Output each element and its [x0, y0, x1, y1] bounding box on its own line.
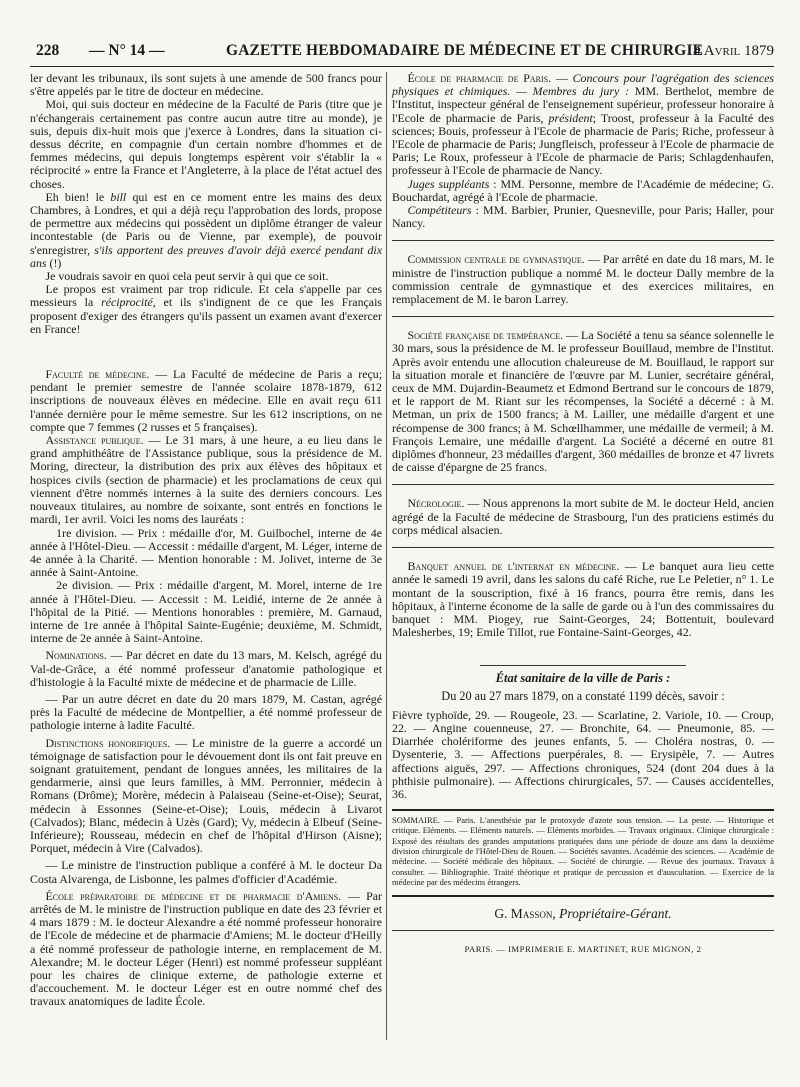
section-heading: École préparatoire de médecine et de pharmacie d'Amiens. [45, 888, 342, 903]
paragraph: 1re division. — Prix : médaille d'or, M. Guilbochel, interne de 4e année à l'Hôtel-Dieu. — Accessit : médaille d'argent, M. Léger, interne de 4e année à la Charité. — Mention honorable : M. Jolivet, interne de 3e année à Saint-Antoine. [30, 525, 382, 580]
article-distinctions: Distinctions honorifiques. — Le ministre de la guerre a accordé un témoignage de satisfaction pour le dévouement dont ils ont fait preuve en soignant gratuitement, pendant de longues années, les militaires de la gendarmerie, ainsi que leurs familles, à MM. Perronnier, médecin à Romans (Drôme); Morère, médecin à Palaiseau (Seine-et-Oise); Seurat, médecin à Essonnes (Seine-et-Oise); Louis, médecin à Livarot (Calvados); Blanc, médecin à Uzès (Gard); Vy, médecin à Elbeuf (Seine-Inférieure); Rousseau, médecin en chef de l'hôpital d'Hirson (Aisne); Porquet, médecin à Vire (Calvados). [30, 735, 382, 856]
article-assistance: Assistance publique. — Le 31 mars, à une heure, a eu lieu dans le grand amphithéâtre de l'Assistance publique, sous la présidence de M. Moring, directeur, la distribution des prix aux élèves des hôpitaux et hospices civils (section de pharmacie) et les proclamations de ceux qui viennent d'être nommés internes à la suite des derniers concours. Les nouveaux titulaires, au nombre de soixante, sont entrés en fonctions le mardi, 1er avril. Voici les noms des lauréats : [30, 433, 382, 527]
section-heading: Banquet annuel de l'internat en médecine. [407, 559, 620, 574]
divider [392, 484, 774, 485]
article-pharmacie: École de pharmacie de Paris. — Concours pour l'agrégation des sciences physiques et chimiques. — Membres du jury : MM. Berthelot, membre de l'Institut, inspecteur général de l'enseignement supérieur, professeur honoraire à l'Ecole de pharmacie de Paris, président; Troost, professeur à la Faculté des sciences; Bouis, professeur à l'Ecole de pharmacie de Paris; Riche, professeur à l'Ecole de pharmacie de Paris; Jungfleisch, professeur à l'Ecole de pharmacie de Paris; Le Roux, professeur à l'Ecole de pharmacie de Paris; Schlagdenhaufen, professeur à l'Ecole de pharmacie de Nancy. [392, 71, 774, 178]
sanitaire-stats: Fièvre typhoïde, 29. — Rougeole, 23. — Scarlatine, 2. Variole, 10. — Croup, 22. — Angine couenneuse, 27. — Bronchite, 64. — Pneumonie, 85. — Diarrhée cholériforme des jeunes enfants, 5. — Choléra nostras, 0. — Dysenterie, 3. — Affections puerpérales, 8. — Erysipèle, 7. — Autres affections aiguës, 297. — Affections chroniques, 524 (dont 204 dues à la phthisie pulmonaire). — Affections chirurgicales, 57. — Causes accidentelles, 36. [392, 707, 774, 801]
divider [392, 316, 774, 317]
paragraph: ler devant les tribunaux, ils sont sujets à une amende de 500 francs pour s'être appelés par le titre de docteur en médecine. [30, 71, 382, 99]
column-divider [386, 72, 387, 1040]
section-heading: Nécrologie. [407, 496, 465, 511]
printer-imprint: PARIS. — IMPRIMERIE E. MARTINET, RUE MIGNON, 2 [464, 944, 702, 955]
divider [480, 665, 686, 666]
right-column [392, 72, 774, 957]
paragraph: Je voudrais savoir en quoi cela peut servir à qui que ce soit. [45, 269, 329, 284]
article-banquet: Banquet annuel de l'internat en médecine. — Le banquet aura lieu cette année le samedi 19 avril, dans les salons du café Riche, rue Le Peletier, n° 1. Le montant de la souscription, fixé à 16 francs, pourra être remis, dans les hôpitaux, à l'interne économe de la salle de garde ou à l'un des commissaires du banquet : MM. Piogey, rue Saint-Georges, 24; Bottentuit, boulevard Malesherbes, 19; Emile Tillot, rue Fontaine-Saint-Georges, 42. [392, 559, 775, 640]
publisher-signature: G. Masson, Propriétaire-Gérant. [494, 906, 672, 922]
article-gymnastique: Commission centrale de gymnastique. — Par arrêté en date du 18 mars, M. le ministre de l'instruction publique a nommé M. le docteur Dally membre de la commission centrale de gymnastique et des exercices militaires, en remplacement de M. le baron Larrey. [392, 252, 774, 307]
left-column [30, 72, 382, 1009]
journal-title: GAZETTE HEBDOMADAIRE DE MÉDECINE ET DE CHIRURGIE [226, 42, 704, 59]
issue-date: 4 Avril 1879 [693, 43, 774, 59]
article-nominations: Nominations. — Par décret en date du 13 mars, M. Kelsch, agrégé du Val-de-Grâce, a été nommé professeur d'anatomie pathologique et d'histologie à la Faculté mixte de médecine et de pharmacie de Lille. [30, 648, 382, 689]
page-header [36, 38, 774, 64]
article-necrologie: Nécrologie. — Nous apprenons la mort subite de M. le docteur Held, ancien agrégé de la Faculté de médecine de Strasbourg, l'un des praticiens estimés du corps médical alsacien. [392, 496, 774, 537]
divider [392, 895, 774, 897]
paragraph: Moi, qui suis docteur en médecine de la Faculté de Paris (titre que je n'échangerais certainement pas contre aucun autre titre au monde), je suis, depuis dix-huit mois que j'exerce à Londres, dans la situation ci-dessus décrite, en compagnie d'un certain nombre d'hommes et de femmes médecins, qui depuis longtemps espèrent voir s'établir la « réciprocité » entre la France et l'Angleterre, à la place de l'état actuel des choses. [30, 97, 382, 191]
divider [392, 547, 774, 548]
paragraph: — Par un autre décret en date du 20 mars 1879, M. Castan, agrégé près la Faculté de médecine de Montpellier, a été nommé professeur de pathologie interne à ladite Faculté. [30, 691, 382, 733]
issue-number: — N° 14 — [89, 42, 165, 59]
header-rule [30, 66, 774, 67]
section-heading: Nominations. [45, 648, 107, 663]
article-temperance: Société française de tempérance. — La Société a tenu sa séance solennelle le 30 mars, sous la présidence de M. le professeur Bouillaud, membre de l'Institut. Après avoir entendu une allocution chaleureuse de M. Bouillaud, le rapport sur la situation morale et financière de l'œuvre par M. Lunier, secrétaire général, ceux de MM. Dujardin-Beaumetz et Edmond Bertrand sur le concours de 1879, et le rapport de M. Riant sur les récompenses, la Société a décerné : à M. Metman, un prix de 1500 francs; à M. Lailler, une médaille d'argent et une récompense de 300 francs; à M. Schœllhammer, une médaille de vermeil; à M. François Lemaire, une médaille d'argent. La Société a décerné en outre 81 diplômes d'honneur, 23 médailles d'argent, 360 médailles de bronze et 47 livrets de caisse d'épargne de 25 francs. [392, 328, 774, 475]
divider [392, 930, 774, 931]
divider [392, 240, 774, 241]
section-heading: Commission centrale de gymnastique. [407, 252, 585, 267]
paragraph: 2e division. — Prix : médaille d'argent, M. Morel, interne de 1re année à l'Hôtel-Dieu. — Accessit : M. Leidié, interne de 2e année à l'hôpital de la Pitié. — Mentions honorables : première, M. Garnaud, interne de 1re année à l'hôpital Sainte-Eugénie; deuxième, M. Schmidt, interne de 2e année à Saint-Antoine. [30, 578, 382, 646]
paragraph: Compétiteurs : MM. Barbier, Prunier, Quesneville, pour Paris; Haller, pour Nancy. [392, 203, 774, 231]
section-heading: Assistance publique. [45, 433, 144, 448]
sommaire: SOMMAIRE. — Paris. L'anesthésie par le protoxyde d'azote sous tension. — La peste. — Historique et critique. Eléments. — Eléments naturels. — Eléments morbides. — Travaux originaux. Clinique chirurgicale : Exposé des résultats des grandes amputations pratiquées dans une période de douze ans dans la deuxième division chirurgicale de l'Hôtel-Dieu de Rouen. — Sociétés savantes. Académie des sciences. — Académie de médecine. — Société médicale des hôpitaux. — Société de chirurgie. — Revue des journaux. Travaux à consulter. — Bibliographie. Traité théorique et pratique de percussion et d'auscultation. — Exercice de la médecine par des médecins étrangers. [392, 815, 774, 887]
section-heading: Distinctions honorifiques. [45, 735, 171, 750]
page-number: 228 [36, 42, 60, 59]
sommaire-label: SOMMAIRE. [392, 815, 440, 826]
paragraph: Eh bien! le bill qui est en ce moment entre les mains des deux Chambres, à Londres, et qui a déjà reçu l'approbation des lords, propose de permettre aux médecins qui possèdent un diplôme étranger de valeur incontestable (de Paris ou de Vienne, par exemple), de pouvoir s'enregistrer, s'ils apportent des preuves d'avoir déjà exercé pendant dix ans (!) [30, 189, 383, 270]
article-faculte: Faculté de médecine. — La Faculté de médecine de Paris a reçu; pendant le premier semestre de l'année scolaire 1878-1879, 612 inscriptions de nouveaux élèves en médecine. Elle en avait reçu 611 l'année dernière pour le même semestre. Sur les 612 inscriptions, on ne compte que 7 femmes (2 russes et 5 françaises). [30, 367, 382, 434]
section-heading: École de pharmacie de Paris. [407, 71, 552, 85]
section-heading: Faculté de médecine. [45, 367, 150, 382]
paragraph: Le propos est vraiment par trop ridicule. Et cela s'appelle par ces messieurs la réciprocité, et ils s'indignent de ce que les Français proposent d'exiger des étrangers qu'ils passent un examen avant d'exercer en France! [30, 282, 383, 336]
paragraph: Juges suppléants : MM. Personne, membre de l'Académie de médecine; G. Bouchardat, agrégé à l'Ecole de pharmacie. [392, 176, 774, 204]
sanitaire-title: État sanitaire de la ville de Paris : [495, 671, 671, 686]
article-ecole-amiens: École préparatoire de médecine et de pharmacie d'Amiens. — Par arrêtés de M. le ministre de l'instruction publique en date des 23 février et 4 mars 1879 : M. le docteur Alexandre a été nommé professeur honoraire de l'Ecole de médecine et de pharmacie d'Amiens; M. le docteur d'Heilly a été nommé professeur de pathologie interne, en remplacement de M. Alexandre; M. le docteur Léger (Henri) est nommé professeur suppléant pour les chaires de clinique externe, de pathologie externe et d'accouchement. M. le docteur Léger est en outre nommé chef des travaux anatomiques de ladite École. [30, 888, 382, 1009]
paragraph: — Le ministre de l'instruction publique a conféré à M. le docteur Da Costa Alvarenga, de Lisbonne, les palmes d'officier d'Académie. [30, 858, 382, 886]
sanitaire-subtitle: Du 20 au 27 mars 1879, on a constaté 1199 décès, savoir : [441, 688, 725, 703]
divider [392, 809, 774, 811]
section-heading: Société française de tempérance. [407, 328, 564, 343]
